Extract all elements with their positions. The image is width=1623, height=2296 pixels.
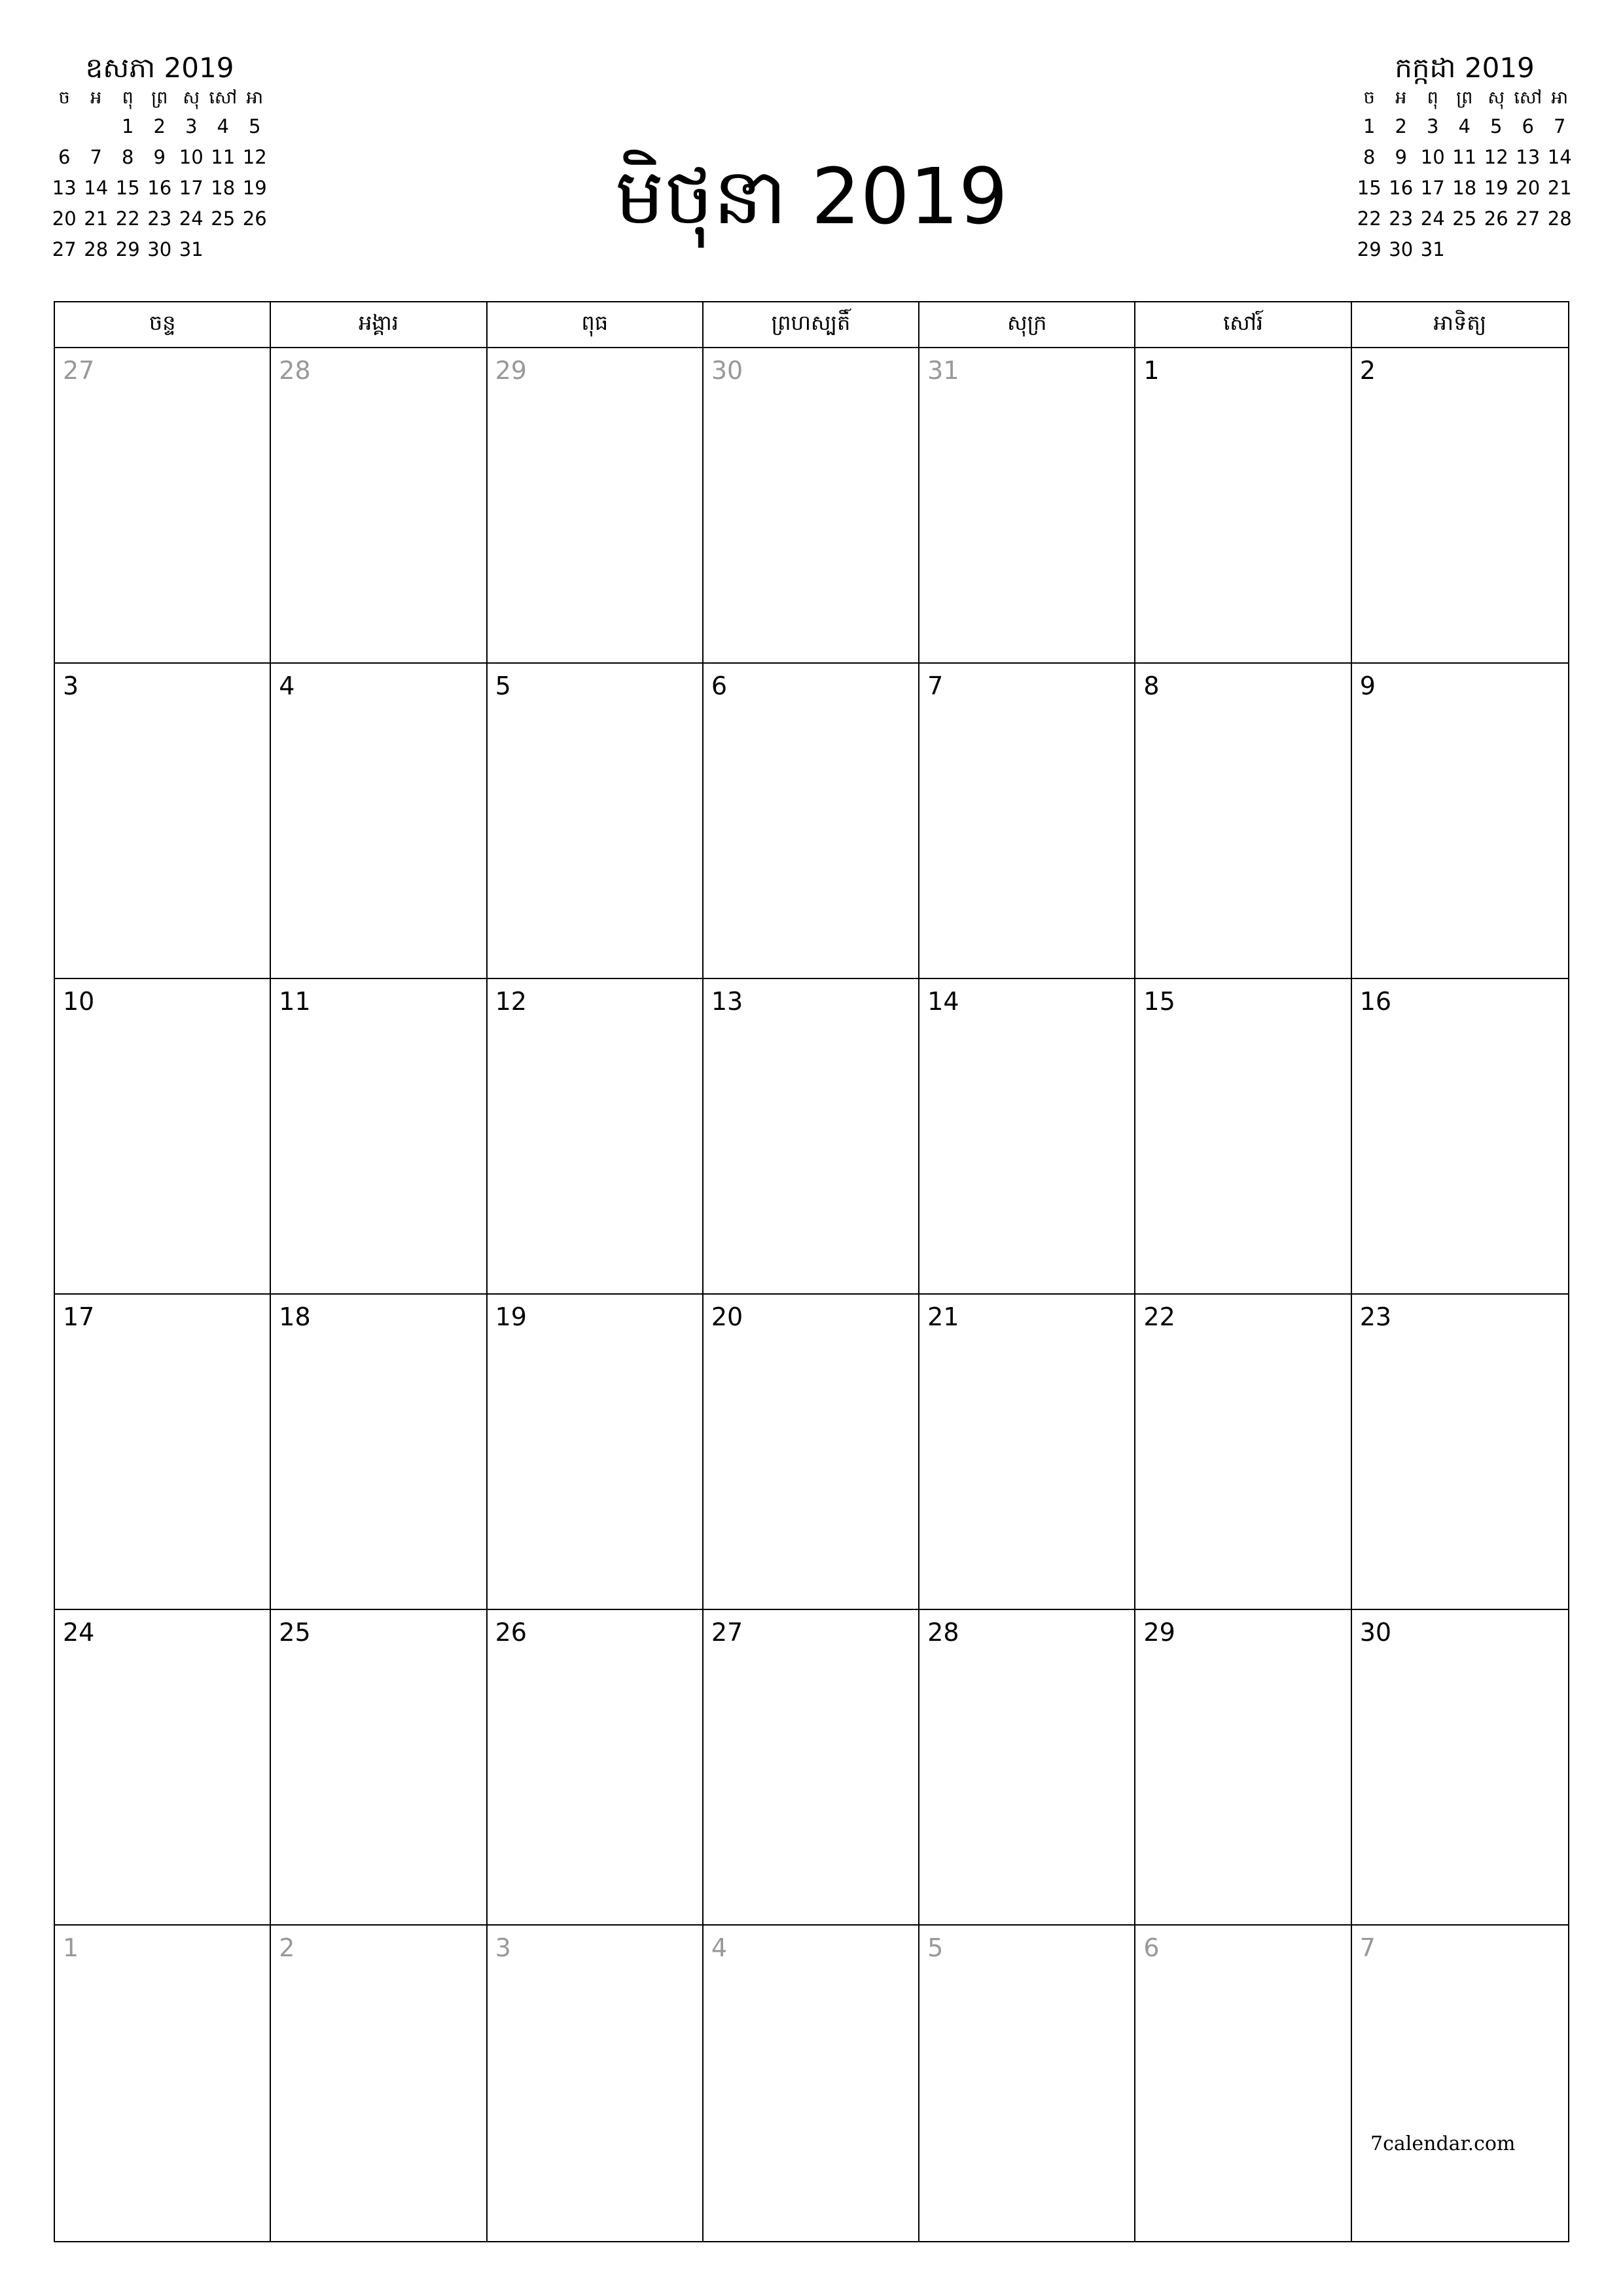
weekday-header: ចន្ទ — [55, 302, 271, 348]
day-cell[interactable] — [1352, 1610, 1568, 1926]
weekday-header: សុក្រ — [919, 302, 1135, 348]
day-number: 26 — [495, 1618, 527, 1647]
mini-weekday-label: សុ — [1488, 88, 1505, 108]
mini-day: 18 — [211, 177, 236, 199]
mini-day: 26 — [1484, 207, 1508, 230]
mini-day: 31 — [179, 238, 204, 260]
mini-day: 13 — [52, 177, 77, 199]
mini-weekday-label: ព្រ — [151, 88, 168, 108]
mini-day: 6 — [1522, 115, 1534, 137]
day-cell[interactable] — [55, 1295, 271, 1610]
mini-day: 4 — [1458, 115, 1471, 137]
mini-day: 16 — [147, 177, 172, 199]
day-number: 3 — [63, 672, 79, 700]
day-number: 29 — [495, 356, 527, 385]
day-cell[interactable] — [1352, 1926, 1568, 2241]
day-cell[interactable] — [488, 348, 704, 664]
mini-day: 29 — [1357, 238, 1382, 260]
day-number: 27 — [63, 356, 95, 385]
prev-month-title: ឧសភា 2019 — [85, 52, 234, 84]
day-number: 31 — [927, 356, 959, 385]
mini-day: 12 — [242, 146, 267, 168]
day-cell[interactable] — [55, 348, 271, 664]
day-cell[interactable] — [271, 1295, 487, 1610]
day-number: 6 — [711, 672, 728, 700]
mini-day — [48, 111, 80, 142]
day-cell[interactable] — [55, 664, 271, 979]
mini-day: 21 — [1547, 177, 1572, 199]
day-number: 12 — [495, 987, 527, 1016]
day-number: 15 — [1143, 987, 1175, 1016]
day-number: 8 — [1143, 672, 1160, 700]
mini-weekday-label: អា — [246, 88, 264, 108]
day-cell[interactable] — [704, 664, 919, 979]
day-number: 11 — [279, 987, 311, 1016]
day-cell[interactable] — [271, 664, 487, 979]
day-number: 9 — [1359, 672, 1376, 700]
mini-day: 14 — [84, 177, 109, 199]
mini-day: 27 — [52, 238, 77, 260]
mini-day: 18 — [1452, 177, 1477, 199]
month-grid — [54, 301, 1569, 2242]
day-cell[interactable] — [919, 348, 1135, 664]
weekday-header: អង្គារ — [271, 302, 487, 348]
mini-day: 19 — [242, 177, 267, 199]
day-cell[interactable] — [271, 1610, 487, 1926]
mini-day: 7 — [90, 146, 102, 168]
mini-day: 2 — [1395, 115, 1407, 137]
day-cell[interactable] — [488, 1295, 704, 1610]
mini-day: 28 — [1547, 207, 1572, 230]
day-number: 30 — [1359, 1618, 1392, 1647]
mini-day: 17 — [179, 177, 204, 199]
mini-day: 20 — [1516, 177, 1541, 199]
mini-weekday-label: សុ — [183, 88, 200, 108]
day-number: 7 — [927, 672, 944, 700]
mini-day: 27 — [1516, 207, 1541, 230]
mini-day — [1449, 234, 1481, 265]
day-number: 2 — [1359, 356, 1376, 385]
day-number: 4 — [279, 672, 295, 700]
day-cell[interactable] — [704, 1926, 919, 2241]
day-cell[interactable] — [704, 979, 919, 1295]
mini-weekday-label: សៅ — [1514, 88, 1543, 108]
mini-day: 1 — [122, 115, 134, 137]
day-number: 14 — [927, 987, 959, 1016]
mini-day — [1544, 234, 1576, 265]
day-number: 23 — [1359, 1302, 1392, 1331]
mini-day: 16 — [1389, 177, 1414, 199]
mini-day: 24 — [1420, 207, 1445, 230]
day-cell[interactable] — [1135, 664, 1351, 979]
mini-day: 15 — [1357, 177, 1382, 199]
day-number: 4 — [711, 1933, 728, 1962]
mini-day: 3 — [185, 115, 198, 137]
mini-day: 25 — [211, 207, 236, 230]
mini-day: 4 — [217, 115, 229, 137]
mini-weekday-label: អា — [1551, 88, 1569, 108]
day-cell[interactable] — [1352, 664, 1568, 979]
day-cell[interactable] — [488, 664, 704, 979]
mini-day: 8 — [1363, 146, 1376, 168]
day-cell[interactable] — [55, 1926, 271, 2241]
day-number: 16 — [1359, 987, 1392, 1016]
mini-day: 26 — [242, 207, 267, 230]
day-number: 10 — [63, 987, 95, 1016]
day-cell[interactable] — [704, 1295, 919, 1610]
mini-day — [80, 111, 113, 142]
day-cell[interactable] — [488, 1610, 704, 1926]
day-number: 1 — [1143, 356, 1160, 385]
mini-day: 9 — [1395, 146, 1407, 168]
mini-day: 17 — [1420, 177, 1445, 199]
mini-day: 23 — [1389, 207, 1414, 230]
mini-day: 30 — [147, 238, 172, 260]
day-cell[interactable] — [488, 1926, 704, 2241]
day-number: 17 — [63, 1302, 95, 1331]
mini-day: 29 — [115, 238, 140, 260]
day-number: 5 — [927, 1933, 944, 1962]
day-number: 3 — [495, 1933, 511, 1962]
mini-day: 15 — [115, 177, 140, 199]
day-number: 30 — [711, 356, 743, 385]
day-number: 28 — [927, 1618, 959, 1647]
day-number: 27 — [711, 1618, 743, 1647]
day-cell[interactable] — [55, 1610, 271, 1926]
day-cell[interactable] — [919, 979, 1135, 1295]
day-cell[interactable] — [704, 1610, 919, 1926]
day-number: 2 — [279, 1933, 295, 1962]
mini-day: 23 — [147, 207, 172, 230]
mini-day: 31 — [1420, 238, 1445, 260]
day-cell[interactable] — [55, 979, 271, 1295]
page-title: មិថុនា 2019 — [615, 151, 1008, 242]
next-month-title: កក្កដា 2019 — [1395, 52, 1535, 84]
site-credit: 7calendar.com — [1370, 2132, 1516, 2155]
mini-weekday-label: អ — [1395, 88, 1407, 108]
day-cell[interactable] — [1352, 1295, 1568, 1610]
mini-day: 19 — [1484, 177, 1508, 199]
mini-day: 20 — [52, 207, 77, 230]
mini-weekday-label: ពុ — [122, 88, 134, 108]
day-cell[interactable] — [919, 1295, 1135, 1610]
day-number: 20 — [711, 1302, 743, 1331]
mini-weekday-label: ច — [58, 88, 70, 108]
day-cell[interactable] — [1135, 979, 1351, 1295]
mini-day: 25 — [1452, 207, 1477, 230]
mini-day: 3 — [1427, 115, 1439, 137]
mini-day: 5 — [1490, 115, 1503, 137]
day-number: 13 — [711, 987, 743, 1016]
mini-day: 8 — [122, 146, 134, 168]
day-number: 22 — [1143, 1302, 1175, 1331]
mini-day: 6 — [58, 146, 71, 168]
day-cell[interactable] — [1135, 1295, 1351, 1610]
day-number: 6 — [1143, 1933, 1160, 1962]
mini-day: 28 — [84, 238, 109, 260]
mini-day: 7 — [1554, 115, 1566, 137]
day-number: 5 — [495, 672, 511, 700]
day-cell[interactable] — [1135, 348, 1351, 664]
next-month-grid — [1353, 85, 1576, 265]
weekday-header: សៅរ៍ — [1135, 302, 1351, 348]
day-number: 18 — [279, 1302, 311, 1331]
mini-weekday-label: អ — [90, 88, 102, 108]
day-cell[interactable] — [271, 348, 487, 664]
day-cell[interactable] — [271, 979, 487, 1295]
day-number: 1 — [63, 1933, 79, 1962]
mini-weekday-label: សៅ — [209, 88, 238, 108]
mini-day: 11 — [211, 146, 236, 168]
day-cell[interactable] — [1352, 348, 1568, 664]
day-number: 28 — [279, 356, 311, 385]
mini-day: 14 — [1547, 146, 1572, 168]
weekday-header: ព្រហស្បតិ៍ — [704, 302, 919, 348]
mini-day: 24 — [179, 207, 204, 230]
weekday-header: ពុធ — [488, 302, 704, 348]
day-cell[interactable] — [919, 1926, 1135, 2241]
day-cell[interactable] — [488, 979, 704, 1295]
mini-day: 9 — [153, 146, 166, 168]
day-number: 21 — [927, 1302, 959, 1331]
mini-day: 2 — [153, 115, 166, 137]
mini-weekday-label: ព្រ — [1456, 88, 1473, 108]
day-cell[interactable] — [271, 1926, 487, 2241]
mini-day: 22 — [115, 207, 140, 230]
day-cell[interactable] — [919, 1610, 1135, 1926]
day-cell[interactable] — [1135, 1926, 1351, 2241]
next-month-mini-calendar — [1353, 51, 1576, 265]
mini-day: 22 — [1357, 207, 1382, 230]
mini-day: 12 — [1484, 146, 1508, 168]
mini-weekday-label: ពុ — [1427, 88, 1438, 108]
mini-day: 5 — [249, 115, 261, 137]
mini-day — [1512, 234, 1544, 265]
day-cell[interactable] — [1135, 1610, 1351, 1926]
weekday-header: អាទិត្យ — [1352, 302, 1568, 348]
day-number: 29 — [1143, 1618, 1175, 1647]
mini-day: 1 — [1363, 115, 1376, 137]
day-number: 19 — [495, 1302, 527, 1331]
day-number: 7 — [1359, 1933, 1376, 1962]
mini-day: 13 — [1516, 146, 1541, 168]
day-cell[interactable] — [704, 348, 919, 664]
mini-day: 21 — [84, 207, 109, 230]
mini-day: 10 — [1420, 146, 1445, 168]
day-cell[interactable] — [919, 664, 1135, 979]
mini-day: 11 — [1452, 146, 1477, 168]
day-number: 25 — [279, 1618, 311, 1647]
day-number: 24 — [63, 1618, 95, 1647]
mini-weekday-label: ច — [1363, 88, 1375, 108]
day-cell[interactable] — [1352, 979, 1568, 1295]
mini-day — [1480, 234, 1512, 265]
mini-day: 30 — [1389, 238, 1414, 260]
mini-day: 10 — [179, 146, 204, 168]
